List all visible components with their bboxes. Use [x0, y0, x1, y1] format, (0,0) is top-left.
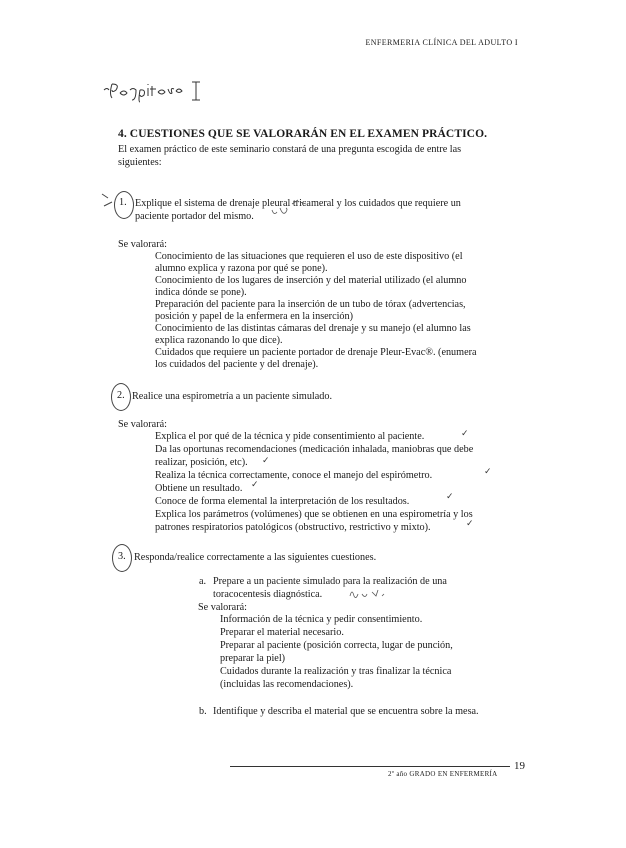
q3-b-line-1: Identifique y describa el material que se encuentra sobre la mesa.	[213, 706, 479, 717]
q3-number: 3.	[118, 551, 126, 562]
running-header: ENFERMERIA CLÍNICA DEL ADULTO I	[365, 38, 518, 47]
q1-line-2: paciente portador del mismo.	[135, 211, 254, 222]
q1-se-valorara: Se valorará:	[118, 239, 167, 250]
q1-criterion: Conocimiento de los lugares de inserción y del material utilizado (el alumno	[155, 275, 467, 286]
check-mark-icon: ✓	[461, 429, 469, 439]
q2-criterion: Realiza la técnica correctamente, conoce el manejo del espirómetro.	[155, 470, 433, 481]
q2-criterion: realizar, posición, etc).	[155, 457, 248, 468]
q1-criterion: alumno explica y razona por qué se pone).	[155, 263, 328, 274]
q3-line-1: Responda/realice correctamente a las siguientes cuestiones.	[134, 552, 377, 563]
q1-line-1: Explique el sistema de drenaje pleural tricameral y los cuidados que requiere un	[135, 198, 461, 209]
q1-criterion: Cuidados que requiere un paciente portador de drenaje Pleur-Evac®. (enumera	[155, 347, 477, 358]
q3-se-valorara: Se valorará:	[198, 602, 247, 613]
q2-criterion: Explica el por qué de la técnica y pide consentimiento al paciente.	[155, 431, 425, 442]
q3-criterion: Información de la técnica y pedir consentimiento.	[220, 614, 423, 625]
check-mark-icon: ✓	[446, 492, 454, 502]
check-mark-icon: ✓	[466, 519, 474, 529]
q2-criterion: Explica los parámetros (volúmenes) que se obtienen en una espirometría y los	[155, 509, 473, 520]
q3-handwritten-annotation	[346, 586, 396, 602]
q3-criterion: Cuidados durante la realización y tras finalizar la técnica	[220, 666, 452, 677]
q1-criterion: los cuidados del paciente y del drenaje).	[155, 359, 319, 370]
q1-criterion: Conocimiento de las situaciones que requieren el uso de este dispositivo (el	[155, 251, 463, 262]
q2-number: 2.	[117, 390, 125, 401]
check-mark-icon: ✓	[262, 456, 270, 466]
q1-criterion: Preparación del paciente para la inserción de un tubo de tórax (advertencias,	[155, 299, 466, 310]
q2-se-valorara: Se valorará:	[118, 419, 167, 430]
q3-criterion: Preparar al paciente (posición correcta, lugar de punción,	[220, 640, 453, 651]
q3-a-label: a.	[199, 576, 207, 587]
q3-a-line-2: toracocentesis diagnóstica.	[213, 589, 323, 600]
q1-criterion: posición y papel de la enfermera en la inserción)	[155, 311, 354, 322]
check-mark-icon: ✓	[251, 480, 259, 490]
q3-criterion: Preparar el material necesario.	[220, 627, 344, 638]
q3-criterion: preparar la piel)	[220, 653, 286, 664]
q3-a-line-1: Prepare a un paciente simulado para la realización de una	[213, 576, 447, 587]
q2-criterion: Da las oportunas recomendaciones (medicación inhalada, maniobras que debe	[155, 444, 474, 455]
q1-number: 1.	[119, 197, 127, 208]
footer-rule	[230, 766, 510, 767]
intro-line-2: siguientes:	[118, 157, 162, 168]
q3-criterion: (incluidas las recomendaciones).	[220, 679, 354, 690]
footer-text: 2º año GRADO EN ENFERMERÍA	[388, 770, 498, 778]
check-mark-icon: ✓	[484, 467, 492, 477]
q1-criterion: explica razonando lo que dice).	[155, 335, 283, 346]
q2-criterion: Obtiene un resultado.	[155, 483, 243, 494]
q2-criterion: Conoce de forma elemental la interpretación de los resultados.	[155, 496, 410, 507]
handwritten-note	[100, 76, 240, 106]
q3-b-label: b.	[199, 706, 207, 717]
q2-criterion: patrones respiratorios patológicos (obstructivo, restrictivo y mixto).	[155, 522, 431, 533]
q2-line-1: Realice una espirometría a un paciente simulado.	[132, 391, 332, 402]
q1-handwritten-annotation	[264, 198, 334, 222]
q1-criterion: indica dónde se pone).	[155, 287, 247, 298]
intro-line-1: El examen práctico de este seminario constará de una pregunta escogida de entre las	[118, 144, 462, 155]
q1-criterion: Conocimiento de las distintas cámaras del drenaje y su manejo (el alumno las	[155, 323, 471, 334]
section-title: 4. CUESTIONES QUE SE VALORARÁN EN EL EXAMEN PRÁCTICO.	[118, 128, 488, 140]
page-number: 19	[514, 760, 525, 772]
